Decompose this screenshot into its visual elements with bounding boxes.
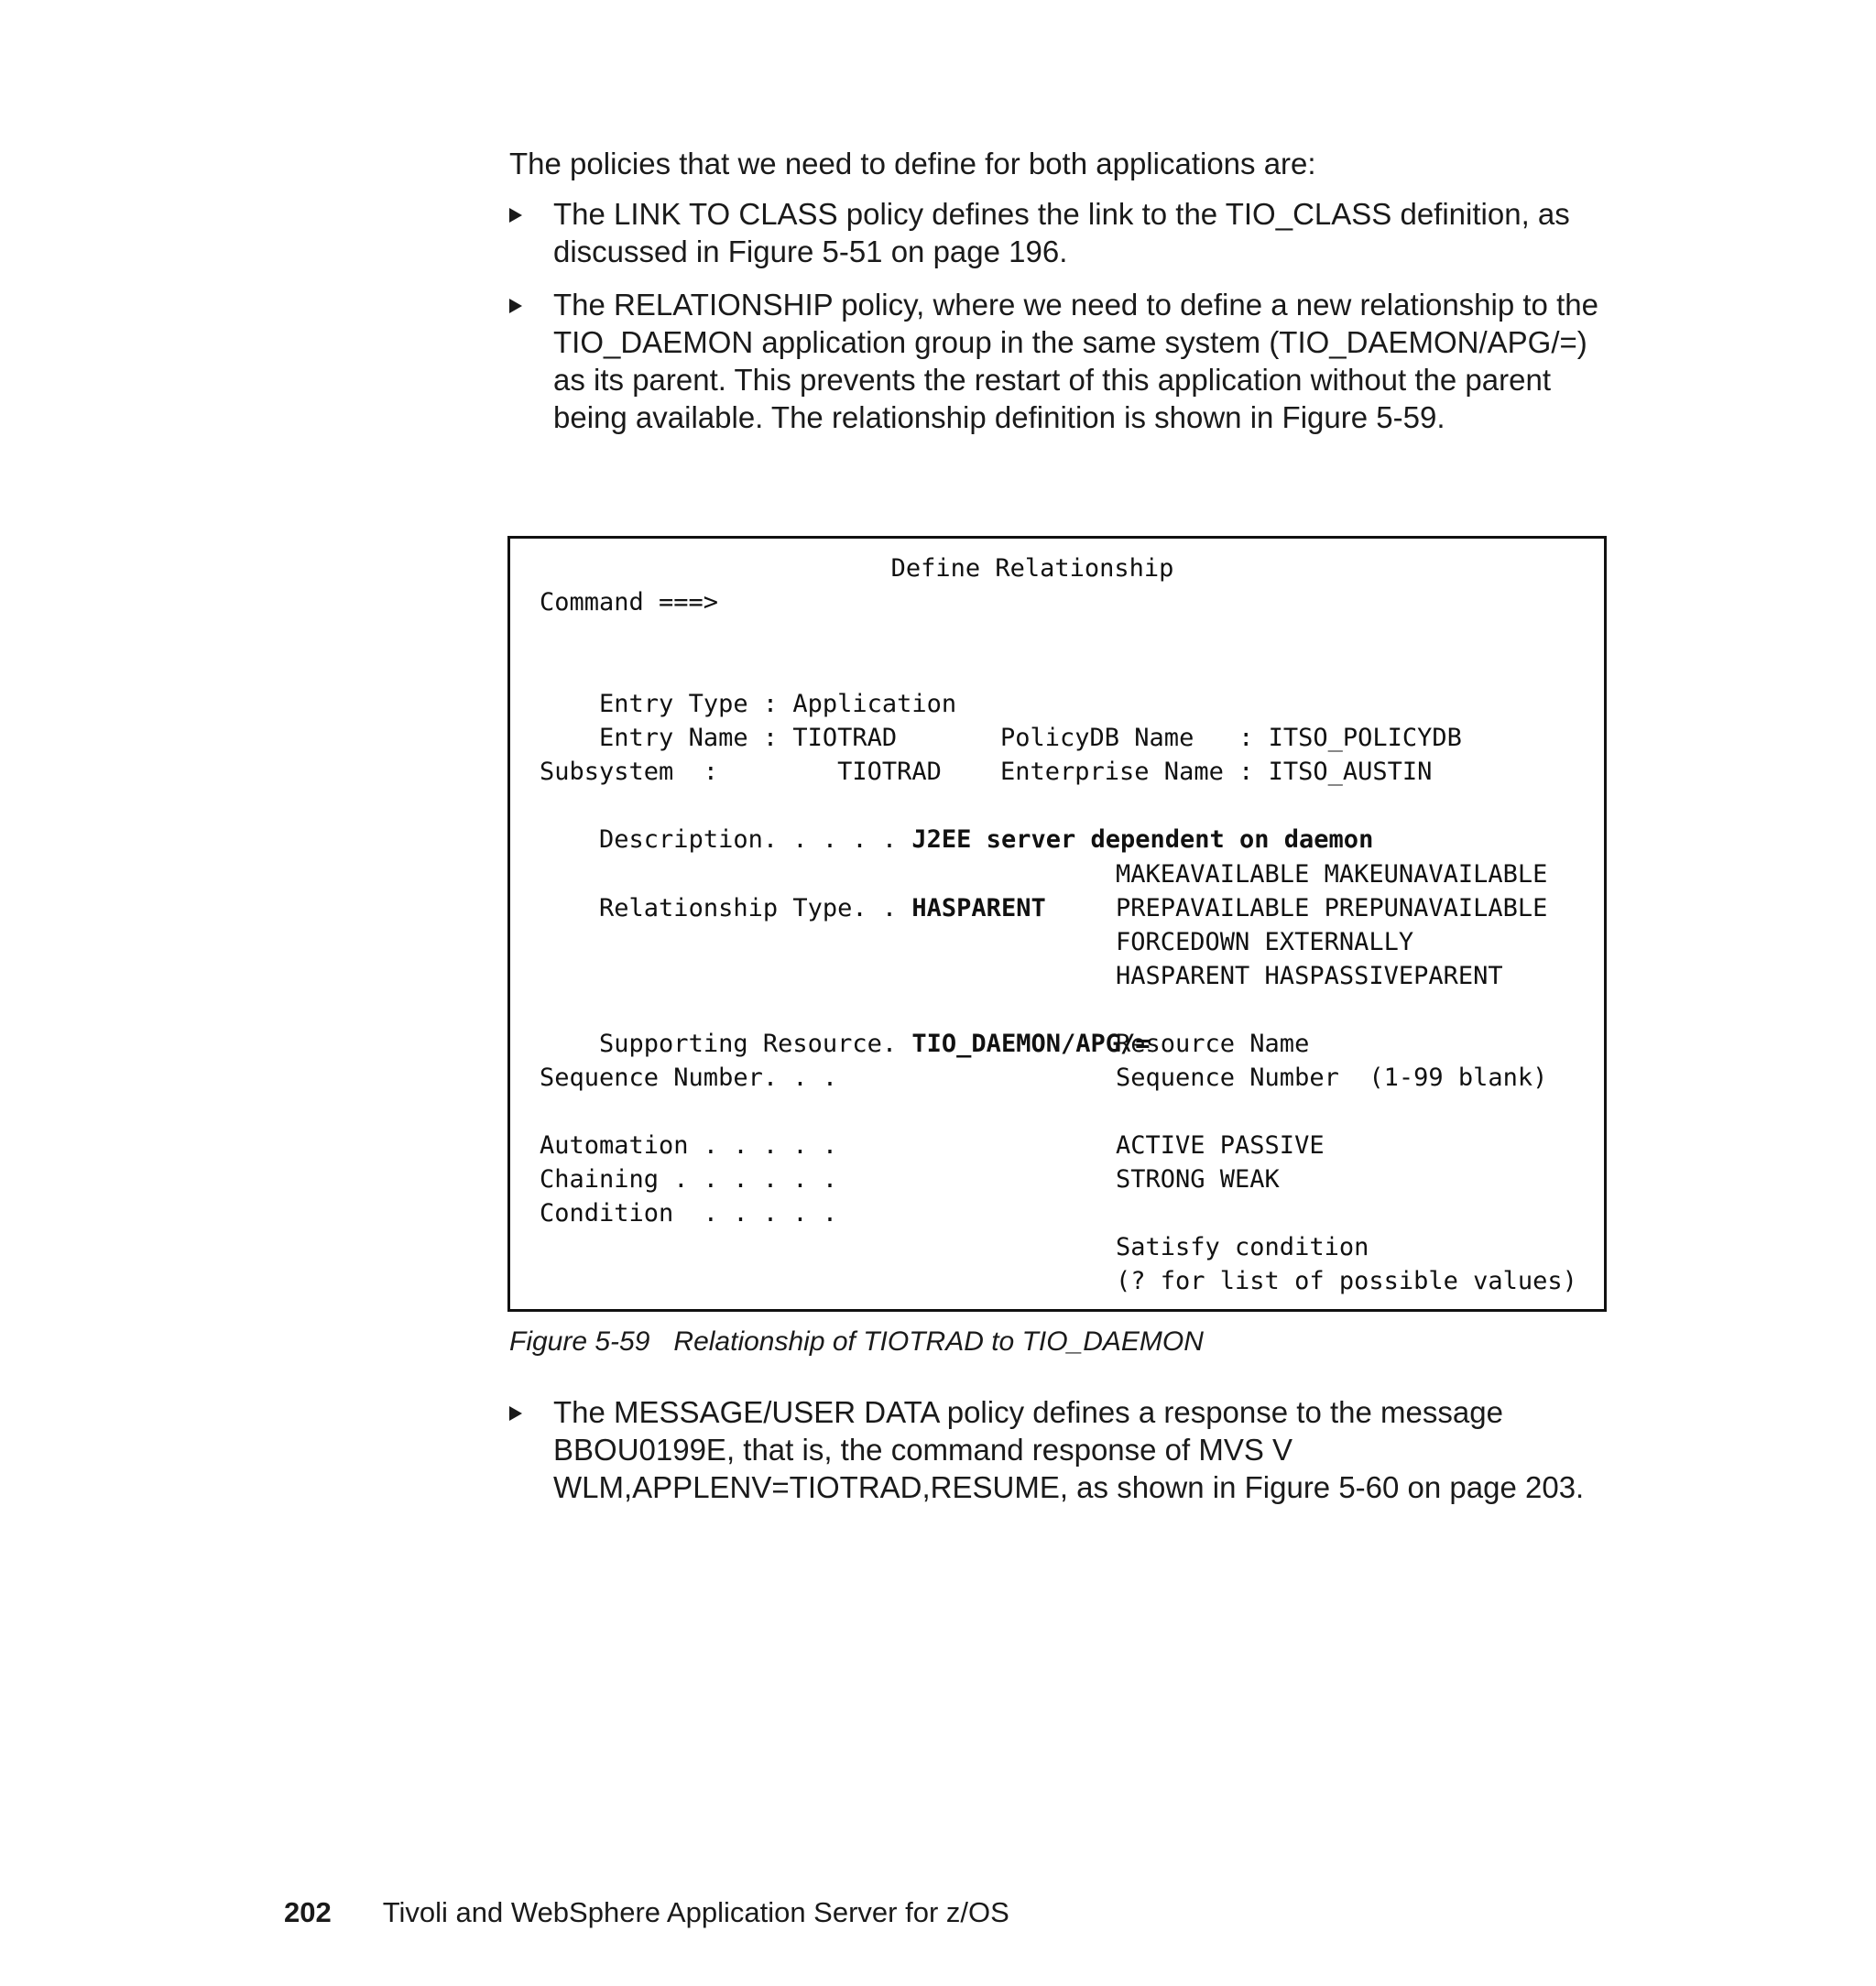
enterprise-name: Enterprise Name : ITSO_AUSTIN [1000,758,1433,787]
entry-name: Entry Name : TIOTRAD [599,724,898,753]
chaining-hint: STRONG WEAK [1116,1165,1280,1194]
subsystem-row: Subsystem : TIOTRAD [540,758,942,786]
command-line[interactable]: Command ===> [540,588,719,617]
reltype-option: HASPARENT HASPASSIVEPARENT [1116,962,1503,990]
define-relationship-panel [507,536,1607,1312]
figure-caption [509,1326,1204,1358]
list-item-text: The MESSAGE/USER DATA policy defines a response to the message BBOU0199E, that is, the command response of MVS V WLM,APPLENV=TIOTRAD,RESUME, as shown in Figure 5-60 on page 203. [553,1395,1585,1504]
reltype-option: FORCEDOWN EXTERNALLY [1116,928,1414,956]
body-text [509,145,1609,452]
bullet-arrow-icon [509,1406,522,1421]
reltype-option: PREPAVAILABLE PREPUNAVAILABLE [1116,894,1548,922]
resource-name-hint: Resource Name [1116,1030,1310,1058]
sequence-number-hint: Sequence Number (1-99 blank) [1116,1064,1548,1092]
list-item-text: The LINK TO CLASS policy defines the link to the TIO_CLASS definition, as discussed in Figure 5-51 on page 196. [553,197,1570,268]
condition-hint: Satisfy condition [1116,1233,1369,1261]
figure-title: Relationship of TIOTRAD to TIO_DAEMON [673,1326,1204,1357]
entry-type: Entry Type : Application [599,690,957,719]
description-label: Description. . . . . [599,825,912,855]
automation-label[interactable]: Automation . . . . . [540,1131,838,1160]
page-number: 202 [284,1896,332,1928]
book-title: Tivoli and WebSphere Application Server for z/OS [382,1896,1009,1928]
relationship-type-row [540,857,1046,923]
reltype-option: MAKEAVAILABLE MAKEUNAVAILABLE [1116,860,1548,889]
page-footer [284,1896,1009,1929]
list-item [509,286,1609,436]
panel-title: Define Relationship [890,554,1174,583]
list-item-text: The RELATIONSHIP policy, where we need to define a new relationship to the TIO_DAEMON application group in the same system (TIO_DAEMON/APG/=) as its parent. This prevents the restart of this application without the parent being available. The relationship definition is shown in Figure 5-59. [553,288,1598,434]
chaining-label[interactable]: Chaining . . . . . . [540,1165,838,1194]
supporting-resource-field[interactable]: TIO_DAEMON/APG/= [911,1030,1151,1059]
description-row [540,789,1374,855]
policydb-name: PolicyDB Name : ITSO_POLICYDB [1000,724,1462,753]
relationship-type-field[interactable]: HASPARENT [911,894,1046,923]
bullet-arrow-icon [509,299,522,313]
condition-values-hint: (? for list of possible values) [1116,1267,1577,1295]
condition-label[interactable]: Condition . . . . . [540,1199,838,1228]
bullet-arrow-icon [509,208,522,223]
supporting-resource-row [540,993,1151,1059]
description-field[interactable]: J2EE server dependent on daemon [911,825,1374,855]
automation-hint: ACTIVE PASSIVE [1116,1131,1325,1160]
sequence-number-label[interactable]: Sequence Number. . . [540,1064,838,1092]
intro-paragraph: The policies that we need to define for both applications are: [509,147,1316,180]
message-policy-item [509,1393,1645,1522]
relationship-type-label: Relationship Type. . [599,894,912,923]
supporting-resource-label: Supporting Resource. [599,1030,912,1059]
list-item [509,195,1609,270]
figure-number: Figure 5-59 [509,1326,650,1357]
policy-list [509,195,1609,436]
list-item [509,1393,1645,1506]
